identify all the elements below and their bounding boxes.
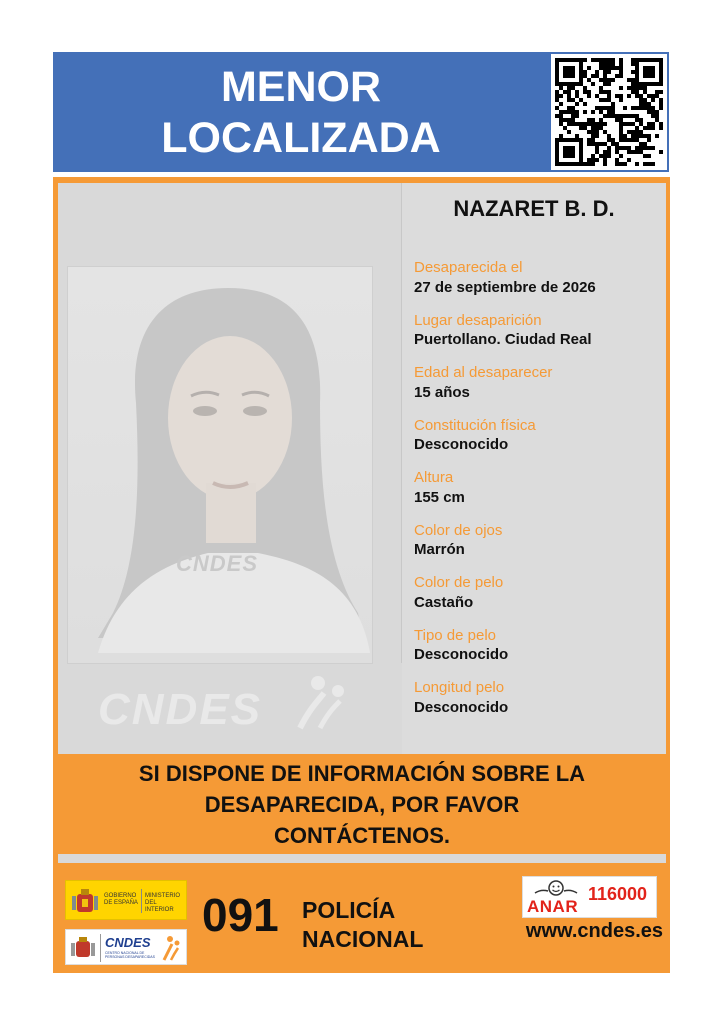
field-value-disappeared-date: 27 de septiembre de 2026	[414, 279, 596, 296]
panel-divider	[401, 183, 402, 663]
anar-word: ANAR	[527, 897, 579, 916]
footer-divider	[58, 854, 666, 863]
gov-logo-separator	[141, 889, 142, 913]
field-label-hair-type: Tipo de pelo	[414, 627, 497, 644]
website-link[interactable]: www.cndes.es	[525, 920, 663, 942]
field-value-hair-color: Castaño	[414, 594, 474, 611]
field-label-height: Altura	[414, 469, 454, 486]
cta-line-1: SI DISPONE DE INFORMACIÓN SOBRE LA	[138, 761, 586, 786]
anar-phone: 116000	[588, 884, 648, 904]
photo-watermark-large: CNDES	[98, 685, 263, 734]
watermark-figures-icon	[290, 673, 360, 733]
police-label	[302, 896, 423, 954]
field-label-eye-color: Color de ojos	[414, 522, 503, 539]
gov-text-1: GOBIERNO DE ESPAÑA	[104, 893, 138, 906]
person-name: NAZARET B. D.	[453, 196, 615, 221]
coat-of-arms-icon	[70, 886, 100, 916]
field-value-build: Desconocido	[414, 436, 509, 453]
cta-line-2: DESAPARECIDA, POR FAVOR	[204, 792, 520, 817]
police-line-2: NACIONAL	[302, 926, 424, 952]
anar-smiley-icon	[533, 879, 579, 899]
field-value-hair-length: Desconocido	[414, 699, 509, 716]
page-title	[53, 62, 549, 164]
gov-text-2: MINISTERIO DEL INTERIOR	[145, 893, 181, 913]
cta-line-3: CONTÁCTENOS.	[274, 823, 450, 848]
emergency-phone: 091	[202, 889, 279, 941]
qr-code[interactable]	[549, 52, 669, 172]
police-line-1: POLICÍA	[302, 897, 396, 923]
call-to-action	[58, 758, 666, 851]
field-label-disappeared-date: Desaparecida el	[414, 259, 523, 276]
field-value-eye-color: Marrón	[414, 541, 465, 558]
field-label-place: Lugar desaparición	[414, 312, 542, 329]
small-coat-of-arms-icon	[69, 934, 97, 962]
anar-logo	[522, 876, 657, 918]
qr-code-graphic	[551, 54, 667, 170]
field-value-hair-type: Desconocido	[414, 646, 509, 663]
field-value-height: 155 cm	[414, 489, 465, 506]
field-value-place: Puertollano. Ciudad Real	[414, 331, 592, 348]
photo-watermark-small: CNDES	[176, 551, 259, 576]
field-value-age: 15 años	[414, 384, 470, 401]
field-label-age: Edad al desaparecer	[414, 364, 553, 381]
photo-frame	[67, 266, 373, 664]
cndes-figures-icon	[161, 934, 183, 962]
field-label-hair-color: Color de pelo	[414, 574, 504, 591]
cndes-logo-sub: CENTRO NACIONAL DE PERSONAS DESAPARECIDAS	[105, 951, 155, 959]
government-logo	[65, 880, 187, 920]
title-line-2: LOCALIZADA	[161, 114, 441, 162]
field-label-build: Constitución física	[414, 417, 536, 434]
header-banner	[53, 52, 549, 172]
field-label-hair-length: Longitud pelo	[414, 679, 505, 696]
cndes-logo-text: CNDES	[105, 935, 151, 950]
cndes-logo-separator	[100, 934, 101, 962]
cndes-logo	[65, 929, 187, 965]
title-line-1: MENOR	[220, 63, 382, 111]
